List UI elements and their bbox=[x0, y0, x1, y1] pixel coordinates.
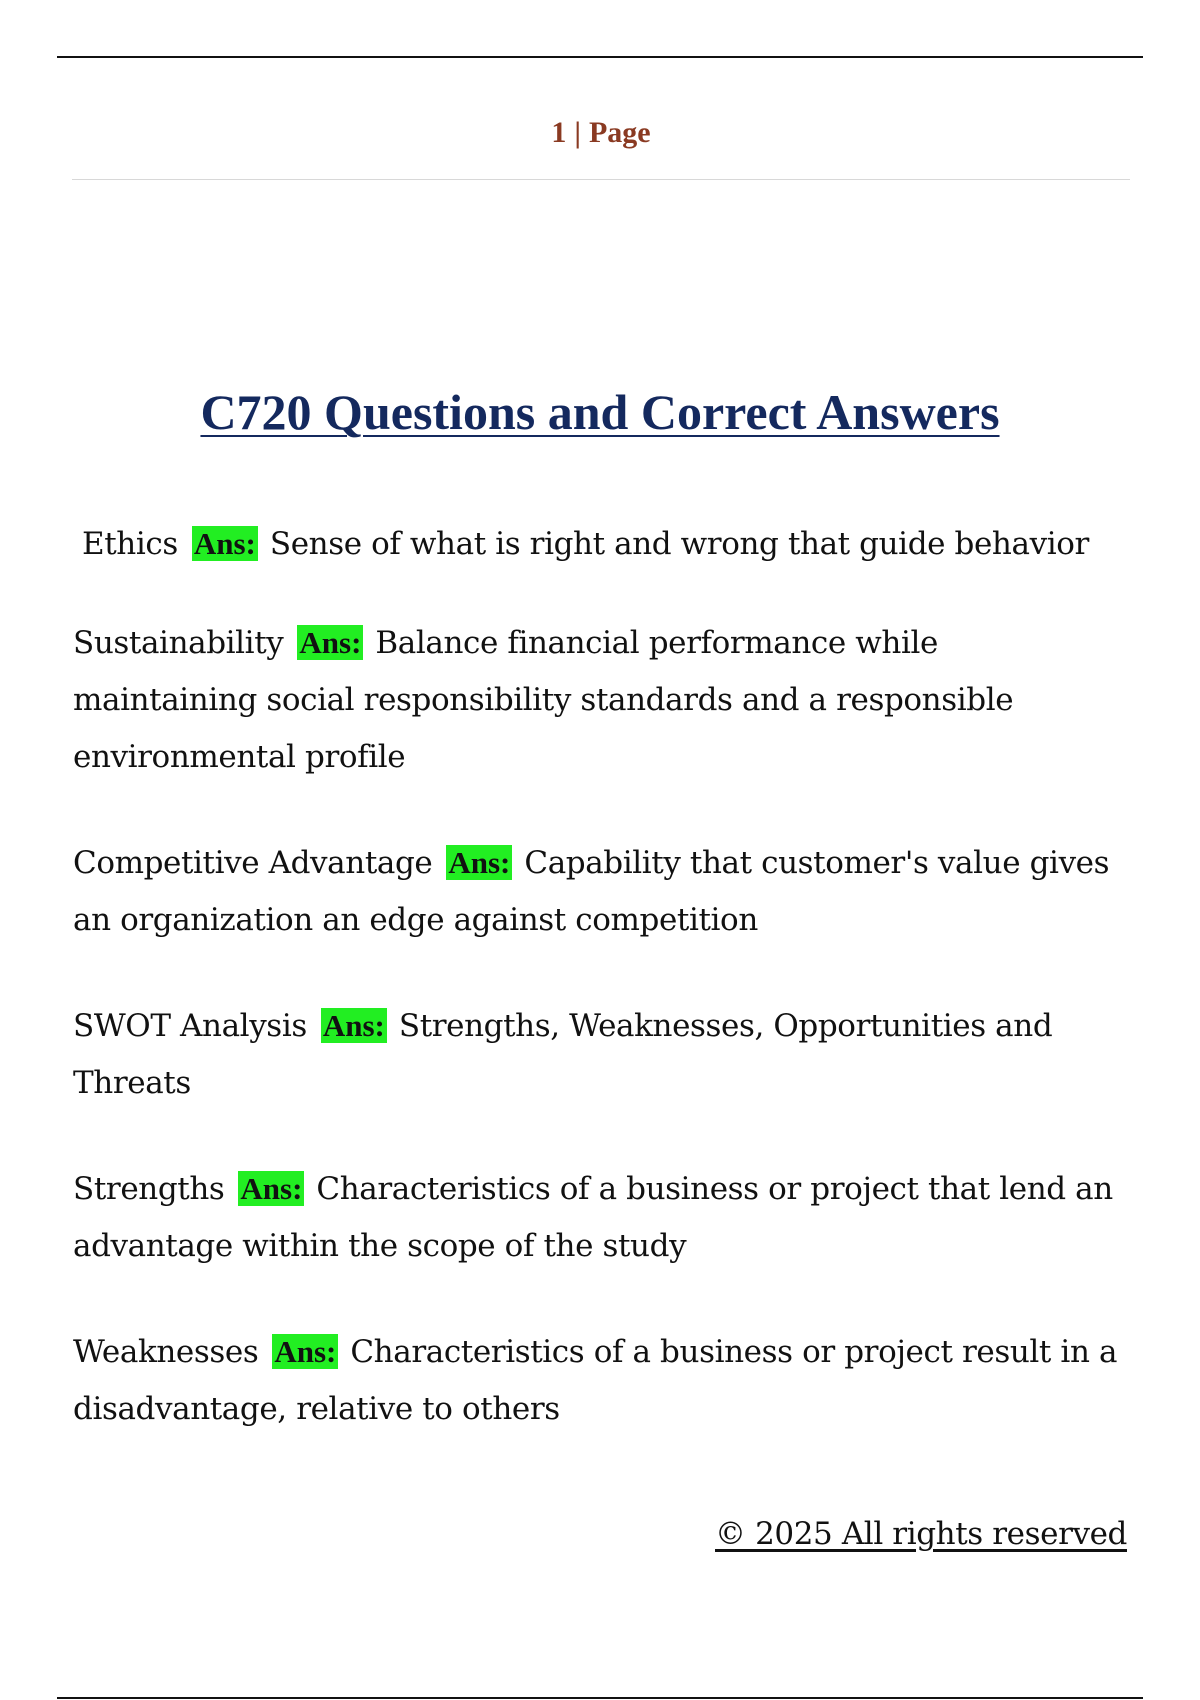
ans-label: Ans: bbox=[193, 526, 256, 561]
page-number: 1 bbox=[551, 116, 567, 149]
qa-term: SWOT Analysis bbox=[73, 1008, 307, 1044]
qa-answer: Sense of what is right and wrong that guide behavior bbox=[269, 526, 1089, 562]
ans-label: Ans: bbox=[448, 845, 511, 880]
qa-answer: Characteristics of a business or project result in a disadvantage, relative to others bbox=[73, 1334, 1118, 1427]
qa-item-swot-analysis bbox=[73, 997, 1131, 1112]
qa-item-sustainability bbox=[73, 614, 1131, 786]
ans-label: Ans: bbox=[240, 1171, 303, 1206]
qa-term: Strengths bbox=[73, 1171, 225, 1207]
qa-answer: Strengths, Weaknesses, Opportunities and Threats bbox=[73, 1008, 1053, 1101]
ans-label: Ans: bbox=[299, 625, 362, 660]
page-header bbox=[72, 116, 1130, 180]
qa-answer: Characteristics of a business or project that lend an advantage within the scope of the study bbox=[73, 1171, 1113, 1264]
page-label: Page bbox=[588, 116, 651, 149]
copyright-notice: © 2025 All rights reserved bbox=[715, 1516, 1127, 1552]
qa-answer: Capability that customer's value gives an organization an edge against competition bbox=[73, 845, 1110, 938]
page-separator: | bbox=[574, 116, 581, 149]
ans-label: Ans: bbox=[322, 1008, 385, 1043]
qa-term: Weaknesses bbox=[73, 1334, 259, 1370]
top-rule bbox=[57, 56, 1143, 58]
qa-term: Ethics bbox=[82, 526, 178, 562]
ans-label: Ans: bbox=[274, 1334, 337, 1369]
qa-term: Sustainability bbox=[73, 625, 284, 661]
document-title: C720 Questions and Correct Answers bbox=[200, 384, 1000, 440]
qa-list bbox=[73, 515, 1131, 1486]
qa-item-strengths bbox=[73, 1160, 1131, 1275]
qa-term: Competitive Advantage bbox=[73, 845, 433, 881]
qa-answer: Balance financial performance while maintaining social responsibility standards and a responsible environmental profile bbox=[73, 625, 1014, 775]
bottom-rule bbox=[57, 1697, 1143, 1699]
qa-item-weaknesses bbox=[73, 1323, 1131, 1438]
qa-item-competitive-advantage bbox=[73, 834, 1131, 949]
qa-item-ethics bbox=[73, 515, 1131, 573]
